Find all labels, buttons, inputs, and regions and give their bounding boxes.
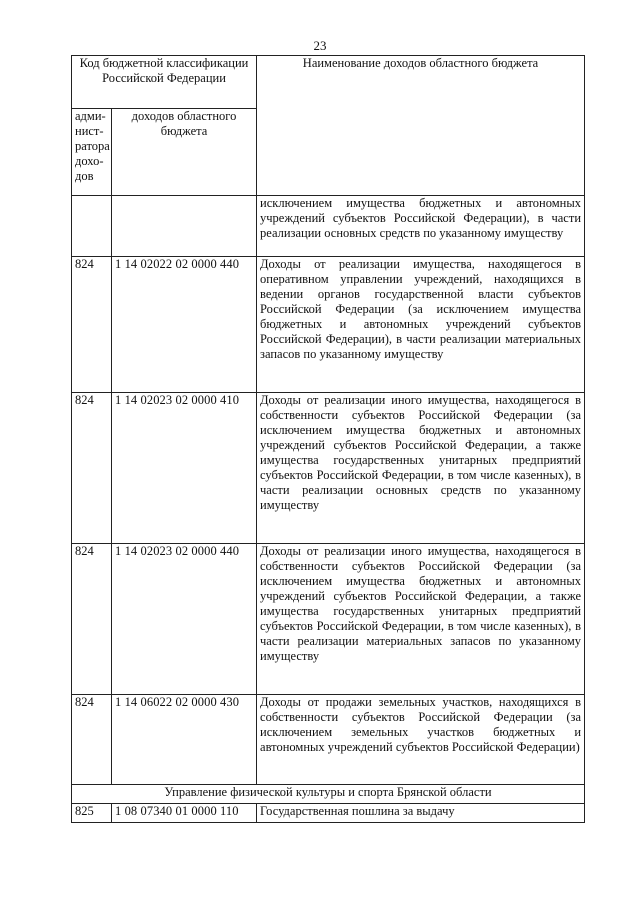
table-row: [72, 196, 585, 257]
admin-code-cell: 825: [72, 804, 112, 823]
income-name-cell: исключением имущества бюджетных и автономных учреждений субъектов Российской Федерации), в части реализации основных средств по указанному имуществу: [257, 196, 585, 257]
income-name-cell: Доходы от реализации иного имущества, находящегося в собственности субъектов Российской Федерации (за исключением имущества бюджетных и автономных учреждений субъектов Российской Федерации, а также имущества государственных унитарных предприятий субъектов Российской Федерации, в том числе казенных), в части реализации материальных запасов по указанному имуществу: [257, 544, 585, 695]
page-number: 23: [313, 38, 327, 53]
section-row: [72, 785, 585, 804]
income-code-cell: 1 08 07340 01 0000 110: [112, 804, 257, 823]
budget-classification-table: [71, 55, 585, 823]
income-name-cell: Доходы от реализации иного имущества, находящегося в собственности субъектов Российской Федерации (за исключением имущества бюджетных и автономных учреждений субъектов Российской Федерации, а также имущества государственных унитарных предприятий субъектов Российской Федерации, в том числе казенных), в части реализации основных средств по указанному имуществу: [257, 393, 585, 544]
income-name-cell: Доходы от продажи земельных участков, находящихся в собственности субъектов Российской Федерации (за исключением земельных участков бюджетных и автономных учреждений субъектов Российской Федерации): [257, 695, 585, 785]
table-row: [72, 257, 585, 393]
header-admin: адми-нист-ратора дохо-дов: [72, 109, 112, 196]
income-code-cell: 1 14 02022 02 0000 440: [112, 257, 257, 393]
header-code-group: Код бюджетной классификации Российской Федерации: [72, 56, 257, 109]
admin-code-cell: 824: [72, 544, 112, 695]
header-income: доходов областного бюджета: [112, 109, 257, 196]
admin-code-cell: 824: [72, 393, 112, 544]
admin-code-cell: 824: [72, 257, 112, 393]
admin-code-cell: 824: [72, 695, 112, 785]
income-code-cell: 1 14 02023 02 0000 410: [112, 393, 257, 544]
header-name: Наименование доходов областного бюджета: [257, 56, 585, 196]
income-code-cell: 1 14 02023 02 0000 440: [112, 544, 257, 695]
table-row: [72, 695, 585, 785]
income-code-cell: [112, 196, 257, 257]
table-row: [72, 804, 585, 823]
section-title: Управление физической культуры и спорта Брянской области: [72, 785, 585, 804]
table-row: [72, 393, 585, 544]
income-code-cell: 1 14 06022 02 0000 430: [112, 695, 257, 785]
admin-code-cell: [72, 196, 112, 257]
income-name-cell: Государственная пошлина за выдачу: [257, 804, 585, 823]
income-name-cell: Доходы от реализации имущества, находящегося в оперативном управлении учреждений, находящихся в ведении органов государственной власти субъектов Российской Федерации (за исключением имущества бюджетных и автономных учреждений субъектов Российской Федерации), в части реализации материальных запасов по указанному имуществу: [257, 257, 585, 393]
table-row: [72, 544, 585, 695]
